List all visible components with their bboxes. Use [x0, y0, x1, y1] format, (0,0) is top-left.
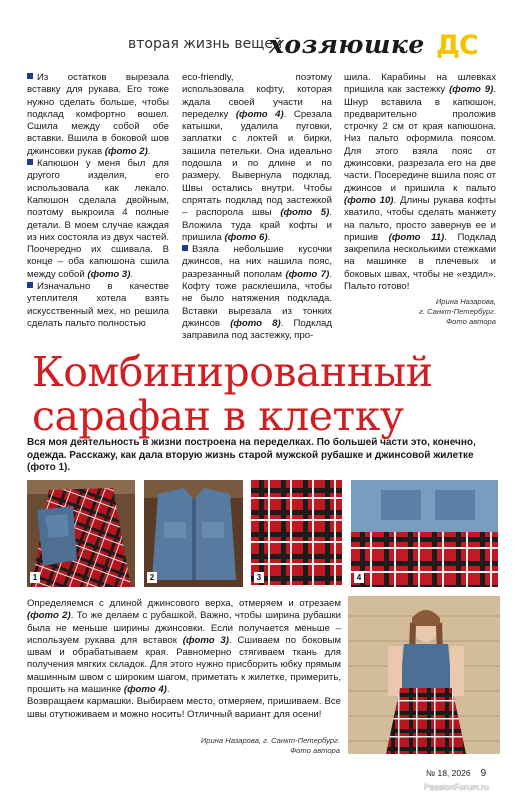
paragraph: Изначально в качестве утеплителя хотела взять искусственный мех, но решила сделать пальто полностью [27, 281, 169, 329]
watermark: PassionForum.ru [424, 782, 489, 792]
paragraph: Возвращаем кармашки. Выбираем место, отмеряем, пришиваем. Все швы отутюживаем и можно носить! Отличный вариант для осени! [27, 696, 341, 720]
magazine-logo: ДС [436, 30, 478, 61]
photo-3-plaid-fabric [251, 480, 342, 587]
issue-number: № 18, 2026 [426, 768, 471, 778]
paragraph: eco-friendly, поэтому использовала кофту, которая ждала своей участи на переделку (фото 4). Срезала катышки, удалила пуговки, заплатки с локтей и бирки, зашила петельки. Она идеально подошла и по длине и по размеру. Вывернула подклад. Швы остались внутри. Чтобы спрятать подклад под застежкой – распорола швы (фото 5). Вложила туда край кофты и пришила (фото 6). [182, 72, 332, 243]
article-column-2 [182, 72, 332, 343]
article-body [27, 598, 341, 721]
page-number: 9 [480, 768, 487, 779]
bullet-square-icon [27, 73, 33, 79]
article-lead: Вся моя деятельность в жизни построена на переделках. По большей части это, конечно, одежда. Расскажу, как дала вторую жизнь старой мужской рубашке и джинсовой жилетке (фото 1). [27, 437, 476, 473]
photo-number: 3 [254, 572, 264, 583]
paragraph: Определяемся с длиной джинсового верха, отмеряем и отрезаем (фото 2). То же делаем с рубашкой. Важно, чтобы ширина рубашки была не меньше ширины джинсовки. Если получается меньше – используем рукава для вставок (фото 3). Сшиваем по боковым швам и обрабатываем края. Равномерно стягиваем ткань для получения мягких складок. Для этого нужно присборить юбку прямым машинным швом с широким шагом, приметать к жилетке, примерить, прошить на машинке (фото 4). [27, 598, 341, 696]
author-credit: Ирина Назарова, г. Санкт-Петербург. Фото автора [419, 297, 496, 327]
author-credit: Ирина Назарова, г. Санкт-Петербург. Фото автора [200, 736, 340, 755]
bullet-square-icon [182, 245, 188, 251]
photo-1-plaid-shirt-and-vest [27, 480, 135, 587]
paragraph: Из остатков вырезала вставку для рукава. Его тоже нужно сделать больше, чтобы подклад комфортно вошел. Сшила между собой обе вставки. Вшила в боковой шов джинсовки рукав (фото 2). [27, 72, 169, 157]
article-column-3 [344, 72, 496, 327]
photo-model-in-sarafan [348, 596, 500, 754]
photo-number: 1 [30, 572, 40, 583]
article-title: Комбинированный сарафан в клетку [32, 348, 433, 440]
photo-4-vest-with-skirt [351, 480, 498, 587]
article-column-1 [27, 72, 169, 330]
paragraph: Капюшон у меня был для другого изделия, его использовала как лекало. Капюшон сделала двойным, поэтому выкроила 4 полные детали. В моем случае каждая из них состояла из двух частей. Поочередно их сшивала. В конце – оба капюшона сшила между собой (фото 3). [27, 158, 169, 280]
magazine-name: хозяюшке [269, 30, 425, 59]
bullet-square-icon [27, 159, 33, 165]
paragraph: Взяла небольшие кусочки джинсов, на них нашила пояс, разрезанный пополам (фото 7). Кофту тоже расклешила, чтобы не было натяжения подклада. Вставки вырезала из тонких джинсов (фото 8). Подклад заправила под застежку, про- [182, 244, 332, 342]
section-label: вторая жизнь вещей [128, 36, 283, 52]
photo-number: 4 [354, 572, 364, 583]
paragraph: шила. Карабины на шлевках пришила как застежку (фото 9). Шнур вставила в капюшон, предварительно проложив строчку 2 см от края капюшона. Низ пальто оформила поясом. Для этого взяла пояс от джинсовки, разрезала его на две части. Посередине вшила пояс от джинсов и пришила к пальто (фото 10). Длины рукава кофты хватило, чтобы сделать манжету на пальто, просто завернув ее и пришив (фото 11). Подклад закрепила несколькими стежками на машинке в плечевых и боковых швах, чтобы не «ездил». Пальто готово! [344, 72, 496, 293]
photo-2-cut-denim-vest [144, 480, 243, 587]
page-footer [426, 768, 486, 779]
photo-number: 2 [147, 572, 157, 583]
bullet-square-icon [27, 282, 33, 288]
